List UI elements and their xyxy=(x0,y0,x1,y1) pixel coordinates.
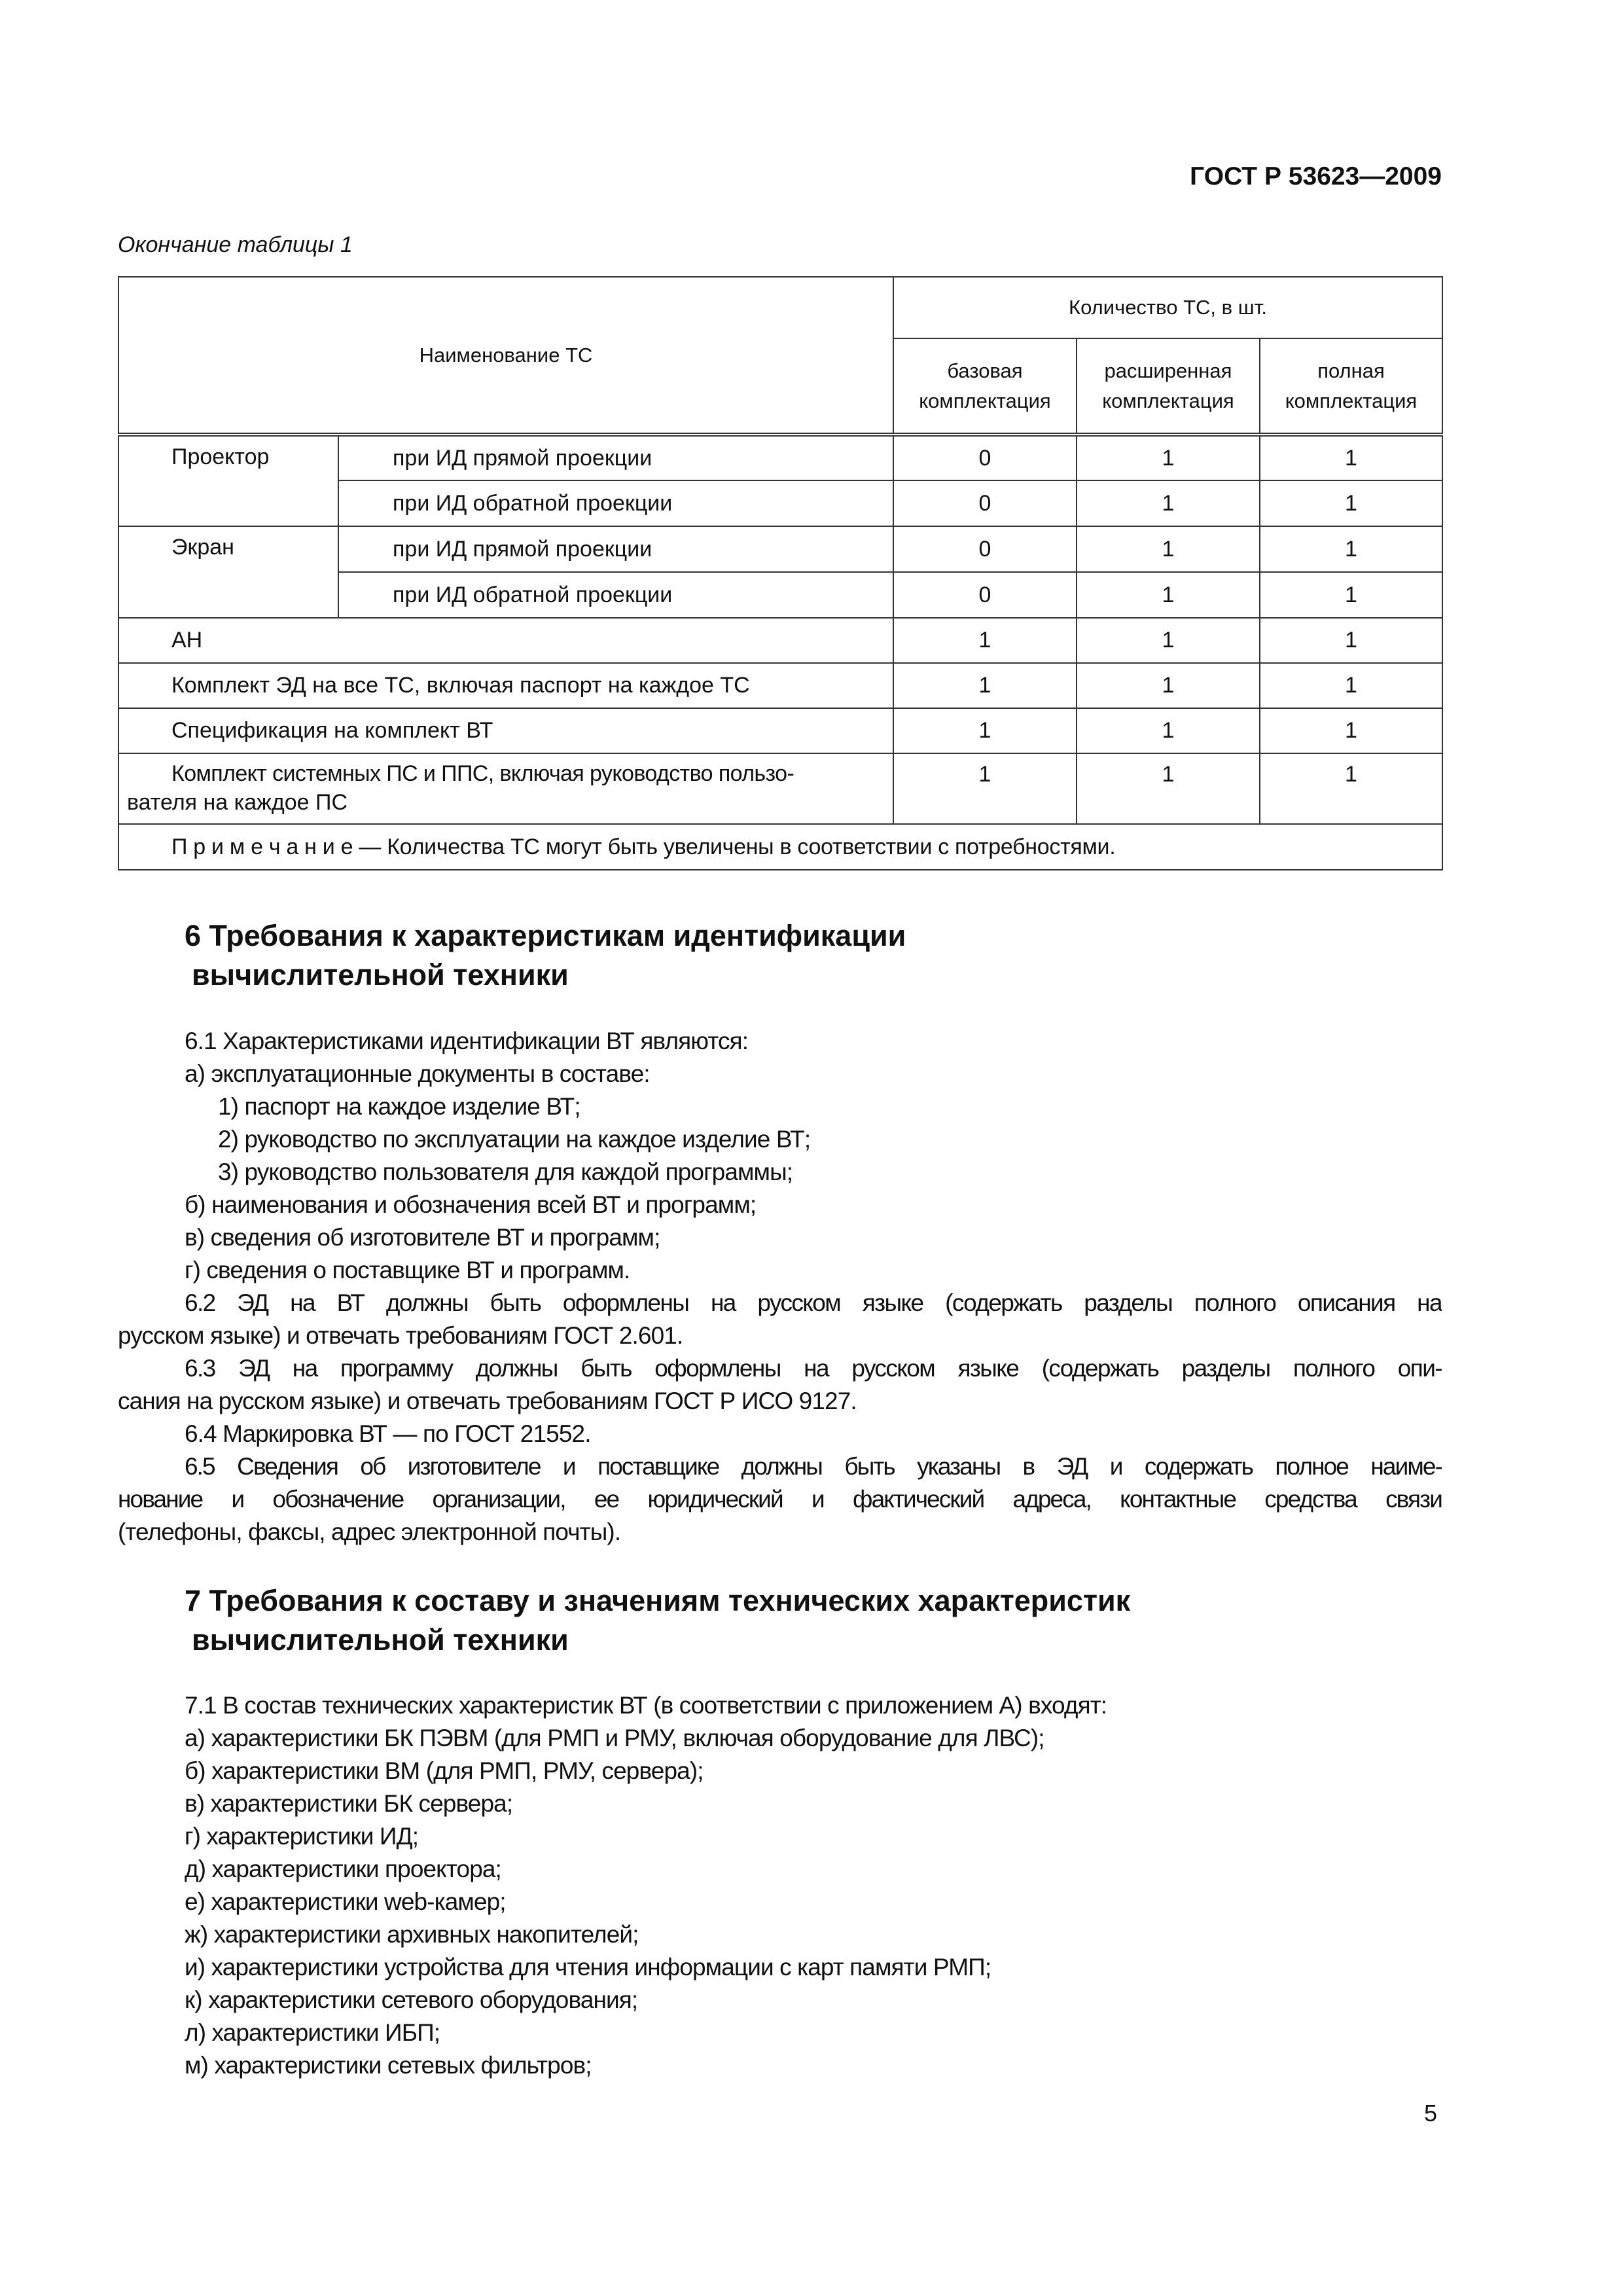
cell: 1 xyxy=(893,663,1077,708)
header-name: Наименование ТС xyxy=(118,277,893,435)
cell: 1 xyxy=(1077,663,1260,708)
section-6-body xyxy=(118,1025,1442,1549)
heading-line: вычислительной техники xyxy=(192,958,569,992)
cell: 1 xyxy=(1077,480,1260,526)
cell: 0 xyxy=(893,526,1077,572)
list-item: в) характеристики БК сервера; xyxy=(185,1790,513,1817)
list-item: а) характеристики БК ПЭВМ (для РМП и РМУ, включая оборудование для ЛВС); xyxy=(185,1725,1044,1751)
cell: 1 xyxy=(1260,708,1442,753)
cell: 1 xyxy=(1077,572,1260,618)
section-7-body xyxy=(118,1689,1442,2082)
table-row xyxy=(118,618,1442,663)
list-item: г) сведения о поставщике ВТ и программ. xyxy=(185,1257,630,1283)
group-screen: Экран xyxy=(118,526,338,618)
header-extended: расширенная комплектация xyxy=(1077,338,1260,435)
list-item: б) наименования и обозначения всей ВТ и программ; xyxy=(185,1191,757,1218)
cell: 0 xyxy=(893,435,1077,480)
paragraph-line: нование и обозначение организации, ее юридический и фактический адреса, контактные средства связи xyxy=(118,1486,1442,1513)
table-row xyxy=(118,435,1442,480)
paragraph-line: 6.5 Сведения об изготовителе и поставщике должны быть указаны в ЭД и содержать полное наиме- xyxy=(185,1453,1442,1480)
cell: 1 xyxy=(1260,753,1442,824)
paragraph-line: (телефоны, факсы, адрес электронной почты). xyxy=(118,1518,621,1545)
row-label-line: Комплект системных ПС и ППС, включая руководство пользо- xyxy=(171,761,794,786)
row-label: при ИД обратной проекции xyxy=(338,480,893,526)
heading-line: 6 Требования к характеристикам идентификации xyxy=(185,919,906,952)
paragraph-line: 7.1 В состав технических характеристик ВТ (в соответствии с приложением А) входят: xyxy=(185,1692,1107,1719)
row-label: АН xyxy=(118,618,893,663)
list-item: ж) характеристики архивных накопителей; xyxy=(185,1921,639,1948)
heading-line: вычислительной техники xyxy=(192,1623,569,1657)
group-projector: Проектор xyxy=(118,435,338,526)
list-item: е) характеристики web-камер; xyxy=(185,1888,506,1915)
list-item: а) эксплуатационные документы в составе: xyxy=(185,1060,650,1087)
cell: 1 xyxy=(1077,708,1260,753)
row-label: при ИД прямой проекции xyxy=(338,526,893,572)
table-row xyxy=(118,708,1442,753)
cell: 1 xyxy=(1260,480,1442,526)
cell: 1 xyxy=(1077,618,1260,663)
list-item: к) характеристики сетевого оборудования; xyxy=(185,1986,638,2013)
row-label xyxy=(118,753,893,824)
list-item: и) характеристики устройства для чтения информации с карт памяти РМП; xyxy=(185,1954,991,1981)
page-number: 5 xyxy=(1424,2100,1438,2126)
table-caption: Окончание таблицы 1 xyxy=(118,232,353,257)
cell: 1 xyxy=(893,708,1077,753)
paragraph-line: сания на русском языке) и отвечать требованиям ГОСТ Р ИСО 9127. xyxy=(118,1388,857,1414)
header-full: полная комплектация xyxy=(1260,338,1442,435)
document-id: ГОСТ Р 53623—2009 xyxy=(1190,162,1442,190)
table-row xyxy=(118,526,1442,572)
table-note: П р и м е ч а н и е — Количества ТС могут быть увеличены в соответствии с потребностями. xyxy=(118,824,1442,870)
table-row xyxy=(118,663,1442,708)
row-label: при ИД обратной проекции xyxy=(338,572,893,618)
cell: 1 xyxy=(1260,618,1442,663)
list-item: б) характеристики ВМ (для РМП, РМУ, сервера); xyxy=(185,1757,704,1784)
cell: 1 xyxy=(1260,572,1442,618)
row-label: при ИД прямой проекции xyxy=(338,435,893,480)
list-item: 3) руководство пользователя для каждой программы; xyxy=(218,1158,793,1185)
cell: 1 xyxy=(1260,435,1442,480)
list-item: в) сведения об изготовителе ВТ и программ; xyxy=(185,1224,660,1251)
paragraph-line: 6.2 ЭД на ВТ должны быть оформлены на русском языке (содержать разделы полного описания на xyxy=(185,1289,1442,1316)
cell: 0 xyxy=(893,572,1077,618)
table-1 xyxy=(118,276,1443,870)
paragraph-line: русском языке) и отвечать требованиям ГОСТ 2.601. xyxy=(118,1322,683,1349)
heading-line: 7 Требования к составу и значениям технических характеристик xyxy=(185,1584,1131,1617)
header-quantity: Количество ТС, в шт. xyxy=(893,277,1442,338)
list-item: 2) руководство по эксплуатации на каждое изделие ВТ; xyxy=(218,1126,811,1153)
row-label: Спецификация на комплект ВТ xyxy=(118,708,893,753)
section-6-heading xyxy=(185,916,906,995)
cell: 1 xyxy=(1077,753,1260,824)
cell: 1 xyxy=(893,618,1077,663)
cell: 1 xyxy=(1260,663,1442,708)
cell: 1 xyxy=(1077,526,1260,572)
paragraph-line: 6.4 Маркировка ВТ — по ГОСТ 21552. xyxy=(185,1420,591,1447)
list-item: 1) паспорт на каждое изделие ВТ; xyxy=(218,1093,580,1120)
cell: 0 xyxy=(893,480,1077,526)
paragraph-line: 6.3 ЭД на программу должны быть оформлены на русском языке (содержать разделы полного опи- xyxy=(185,1355,1442,1382)
row-label-line: вателя на каждое ПС xyxy=(127,790,348,815)
list-item: д) характеристики проектора; xyxy=(185,1856,501,1882)
section-7-heading xyxy=(185,1581,1130,1660)
list-item: м) характеристики сетевых фильтров; xyxy=(185,2052,592,2079)
row-label: Комплект ЭД на все ТС, включая паспорт на каждое ТС xyxy=(118,663,893,708)
list-item: л) характеристики ИБП; xyxy=(185,2019,440,2046)
table-row xyxy=(118,753,1442,824)
list-item: г) характеристики ИД; xyxy=(185,1823,419,1850)
paragraph-line: 6.1 Характеристиками идентификации ВТ являются: xyxy=(185,1028,749,1054)
cell: 1 xyxy=(1260,526,1442,572)
cell: 1 xyxy=(1077,435,1260,480)
cell: 1 xyxy=(893,753,1077,824)
header-basic: базовая комплектация xyxy=(893,338,1077,435)
